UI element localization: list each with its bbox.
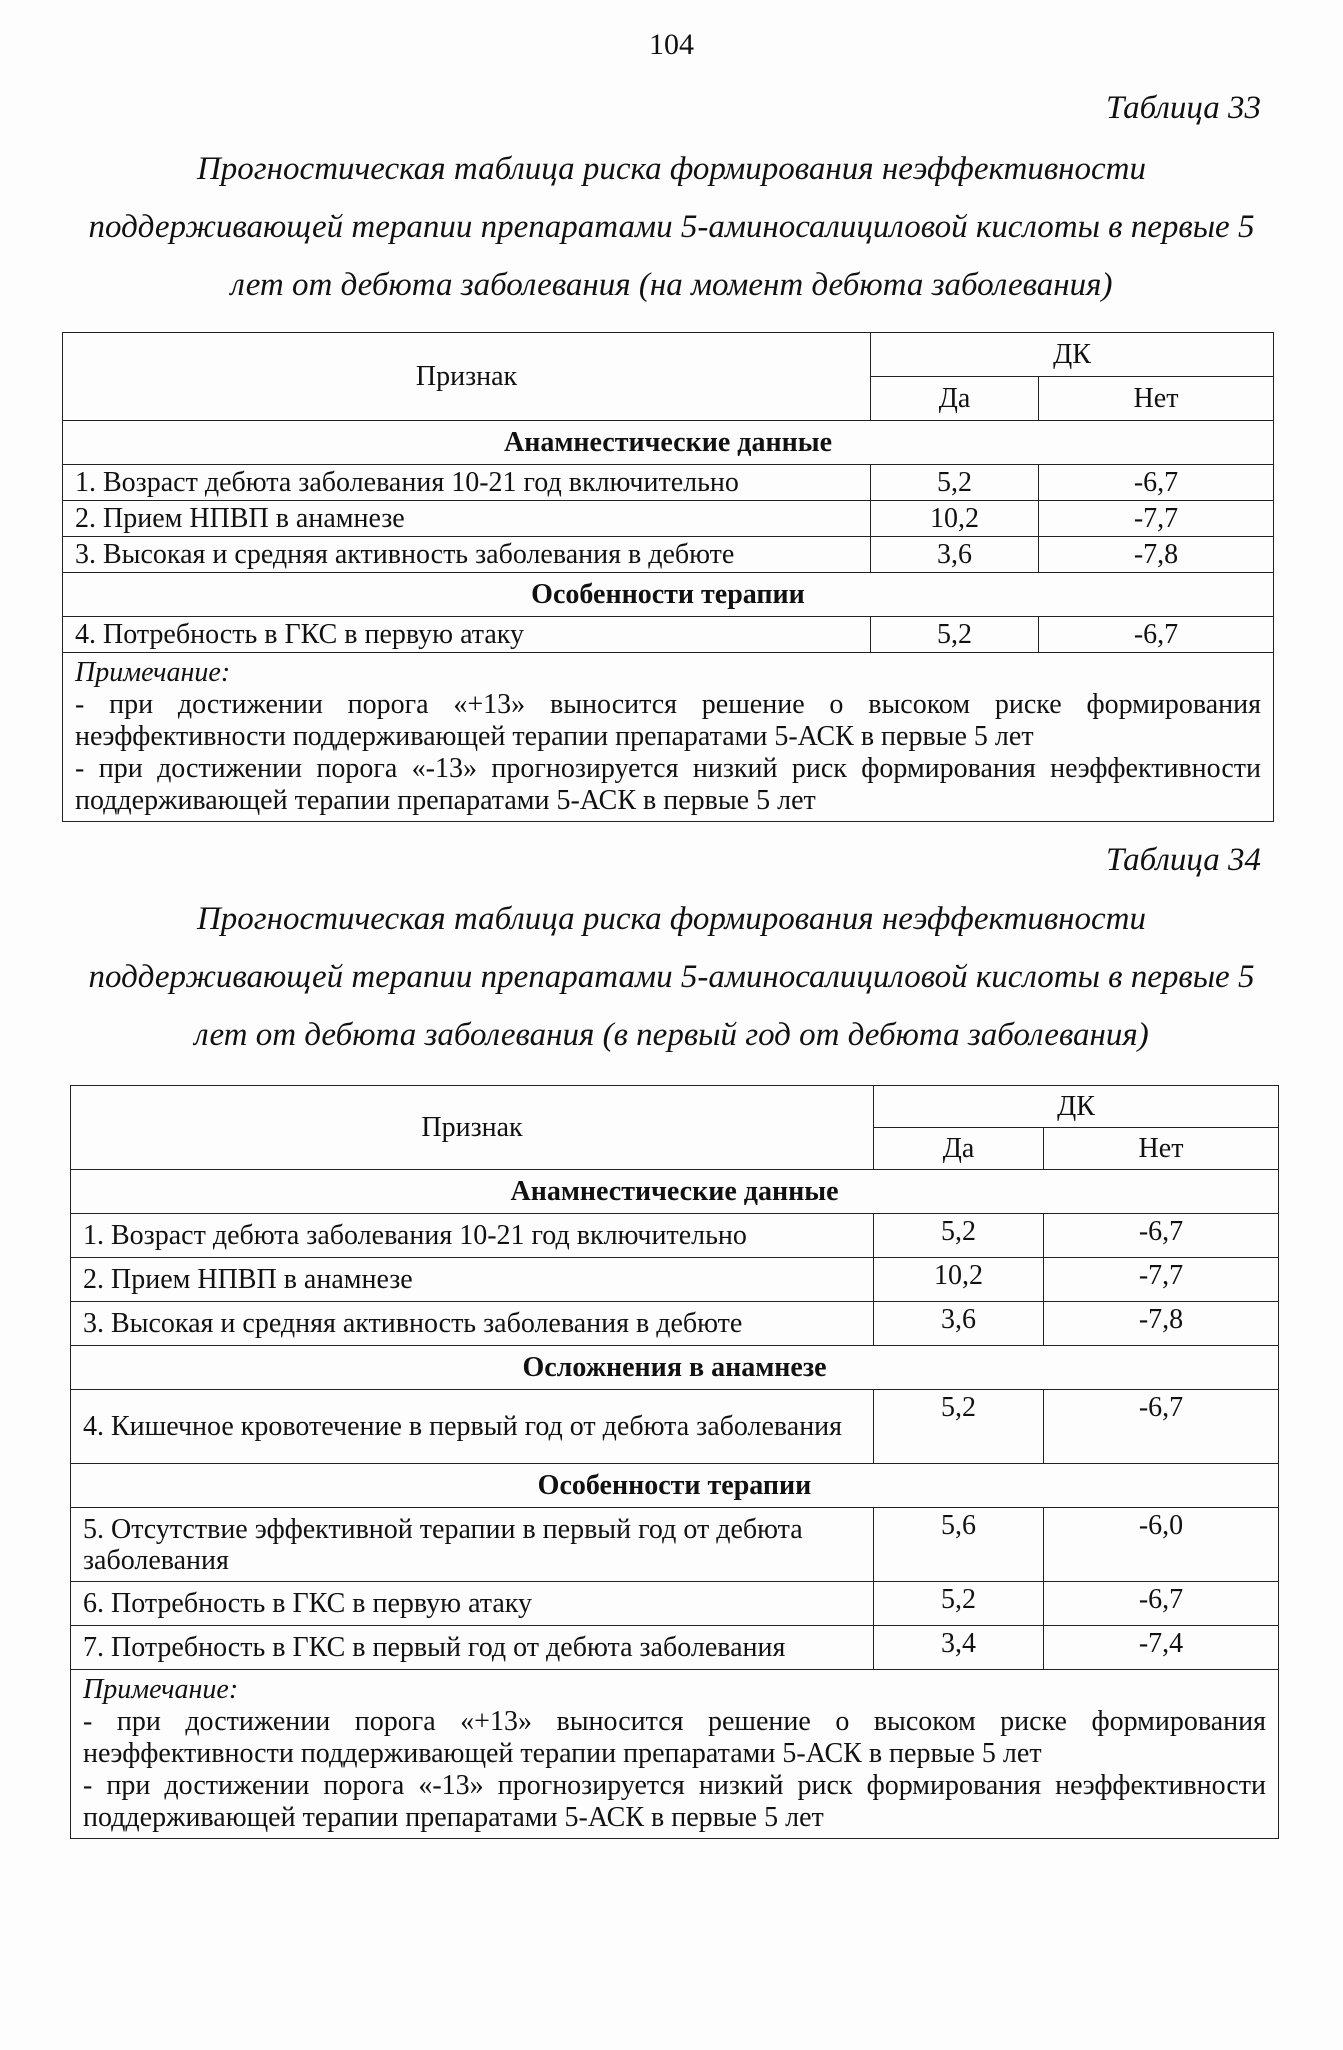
row-yes-value: 5,6: [874, 1508, 1044, 1582]
row-no-value: -7,8: [1044, 1302, 1279, 1346]
table-34-caption: Прогностическая таблица риска формирования неэффективности поддерживающей терапии препаратами 5-аминосалициловой кислоты в первые 5 лет от дебюта заболевания (в первый год от дебюта заболевания): [88, 901, 1255, 1053]
row-feature: 3. Высокая и средняя активность заболевания в дебюте: [63, 537, 871, 573]
table-row: [71, 1390, 1279, 1464]
header-yes: Да: [871, 377, 1039, 421]
note-title: Примечание:: [75, 657, 231, 688]
table-row: [71, 1302, 1279, 1346]
row-no-value: -7,7: [1044, 1258, 1279, 1302]
header-feature: Признак: [71, 1086, 874, 1170]
table-34: [70, 1085, 1279, 1839]
row-no-value: -6,7: [1044, 1390, 1279, 1464]
row-no-value: -6,7: [1044, 1582, 1279, 1626]
page-number: 104: [649, 28, 694, 61]
table-row: [71, 1626, 1279, 1670]
row-yes-value: 5,2: [874, 1390, 1044, 1464]
note-title: Примечание:: [83, 1674, 239, 1705]
header-no: Нет: [1044, 1128, 1279, 1170]
row-yes-value: 5,2: [874, 1214, 1044, 1258]
note-line: - при достижении порога «-13» прогнозируется низкий риск формирования неэффективности поддерживающей терапии препаратами 5-АСК в первые 5 лет: [83, 1770, 1266, 1833]
table-33-label: Таблица 33: [1106, 90, 1261, 126]
note-line: - при достижении порога «-13» прогнозируется низкий риск формирования неэффективности поддерживающей терапии препаратами 5-АСК в первые 5 лет: [75, 753, 1261, 816]
table-row: [63, 501, 1274, 537]
header-dk: ДК: [874, 1086, 1279, 1128]
table-note: [71, 1670, 1279, 1839]
row-yes-value: 10,2: [874, 1258, 1044, 1302]
row-yes-value: 5,2: [871, 465, 1039, 501]
table-row: [71, 1582, 1279, 1626]
row-feature: 5. Отсутствие эффективной терапии в первый год от дебюта заболевания: [71, 1508, 874, 1582]
note-line: - при достижении порога «+13» выносится решение о высоком риске формирования неэффективности поддерживающей терапии препаратами 5-АСК в первые 5 лет: [83, 1706, 1266, 1769]
section-title: Анамнестические данные: [63, 421, 1274, 465]
table-row: [71, 1214, 1279, 1258]
header-feature: Признак: [63, 333, 871, 421]
row-feature: 7. Потребность в ГКС в первый год от дебюта заболевания: [71, 1626, 874, 1670]
table-row: [63, 537, 1274, 573]
row-no-value: -7,4: [1044, 1626, 1279, 1670]
row-feature: 1. Возраст дебюта заболевания 10-21 год включительно: [63, 465, 871, 501]
row-feature: 1. Возраст дебюта заболевания 10-21 год включительно: [71, 1214, 874, 1258]
row-feature: 2. Прием НПВП в анамнезе: [63, 501, 871, 537]
row-yes-value: 3,6: [874, 1302, 1044, 1346]
row-no-value: -6,7: [1039, 617, 1274, 653]
table-row: [63, 617, 1274, 653]
row-feature: 4. Потребность в ГКС в первую атаку: [63, 617, 871, 653]
row-yes-value: 5,2: [871, 617, 1039, 653]
row-no-value: -6,7: [1039, 465, 1274, 501]
table-33-caption: Прогностическая таблица риска формирования неэффективности поддерживающей терапии препаратами 5-аминосалициловой кислоты в первые 5 лет от дебюта заболевания (на момент дебюта заболевания): [88, 151, 1255, 303]
header-no: Нет: [1039, 377, 1274, 421]
table-row: [71, 1508, 1279, 1582]
row-yes-value: 5,2: [874, 1582, 1044, 1626]
row-yes-value: 3,6: [871, 537, 1039, 573]
section-title: Особенности терапии: [71, 1464, 1279, 1508]
row-no-value: -6,7: [1044, 1214, 1279, 1258]
row-feature: 2. Прием НПВП в анамнезе: [71, 1258, 874, 1302]
row-yes-value: 10,2: [871, 501, 1039, 537]
row-no-value: -7,7: [1039, 501, 1274, 537]
header-dk: ДК: [871, 333, 1274, 377]
table-row: [71, 1258, 1279, 1302]
table-34-label: Таблица 34: [1106, 842, 1261, 878]
row-feature: 4. Кишечное кровотечение в первый год от дебюта заболевания: [71, 1390, 874, 1464]
section-title: Анамнестические данные: [71, 1170, 1279, 1214]
header-yes: Да: [874, 1128, 1044, 1170]
table-note: [63, 653, 1274, 822]
section-title: Особенности терапии: [63, 573, 1274, 617]
note-line: - при достижении порога «+13» выносится решение о высоком риске формирования неэффективности поддерживающей терапии препаратами 5-АСК в первые 5 лет: [75, 689, 1261, 752]
table-33: [62, 332, 1274, 822]
row-yes-value: 3,4: [874, 1626, 1044, 1670]
section-title: Осложнения в анамнезе: [71, 1346, 1279, 1390]
table-row: [63, 465, 1274, 501]
row-feature: 6. Потребность в ГКС в первую атаку: [71, 1582, 874, 1626]
row-no-value: -7,8: [1039, 537, 1274, 573]
row-feature: 3. Высокая и средняя активность заболевания в дебюте: [71, 1302, 874, 1346]
row-no-value: -6,0: [1044, 1508, 1279, 1582]
